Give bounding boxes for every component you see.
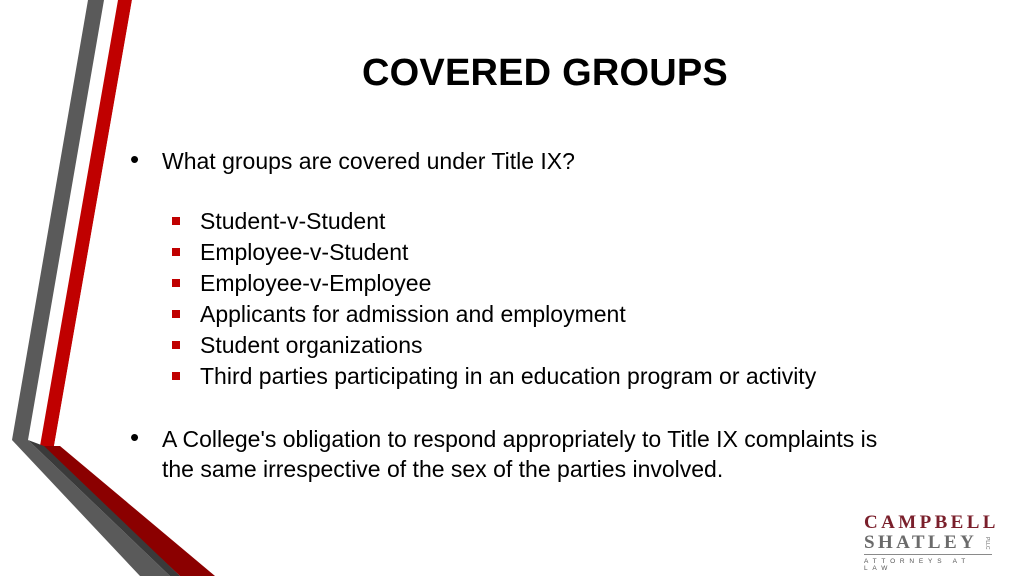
list-item-text: Third parties participating in an education program or activity bbox=[200, 363, 817, 389]
logo-tagline: ATTORNEYS AT LAW bbox=[864, 558, 970, 572]
logo-pllc: PLLC bbox=[984, 537, 990, 550]
bullet-obligation-line2: the same irrespective of the sex of the parties involved. bbox=[162, 456, 724, 482]
square-bullet-icon bbox=[172, 248, 180, 256]
slide-title: COVERED GROUPS bbox=[362, 52, 728, 94]
square-bullet-icon bbox=[172, 341, 180, 349]
bullet-obligation-line1: A College's obligation to respond appropriately to Title IX complaints is bbox=[162, 426, 878, 452]
gray-diagonal bbox=[12, 440, 170, 576]
square-bullet-icon bbox=[172, 372, 180, 380]
logo-line2: SHATLEY bbox=[864, 532, 978, 553]
square-bullet-icon bbox=[172, 279, 180, 287]
bullet-dot: • bbox=[130, 422, 140, 452]
square-bullet-icon bbox=[172, 310, 180, 318]
list-item-text: Employee-v-Employee bbox=[200, 270, 432, 296]
logo-divider bbox=[864, 554, 992, 555]
list-item-text: Employee-v-Student bbox=[200, 239, 409, 265]
list-item-text: Student organizations bbox=[200, 332, 423, 358]
list-item-text: Applicants for admission and employment bbox=[200, 301, 626, 327]
logo-line1: CAMPBELL bbox=[864, 512, 999, 533]
bullet-dot: • bbox=[130, 144, 140, 174]
bullet-question-text: What groups are covered under Title IX? bbox=[162, 148, 575, 174]
red-stripe-edge bbox=[54, 0, 140, 446]
square-bullet-icon bbox=[172, 217, 180, 225]
campbell-shatley-logo bbox=[862, 512, 999, 572]
list-item-text: Student-v-Student bbox=[200, 208, 386, 234]
red-diagonal-shade bbox=[28, 440, 180, 576]
